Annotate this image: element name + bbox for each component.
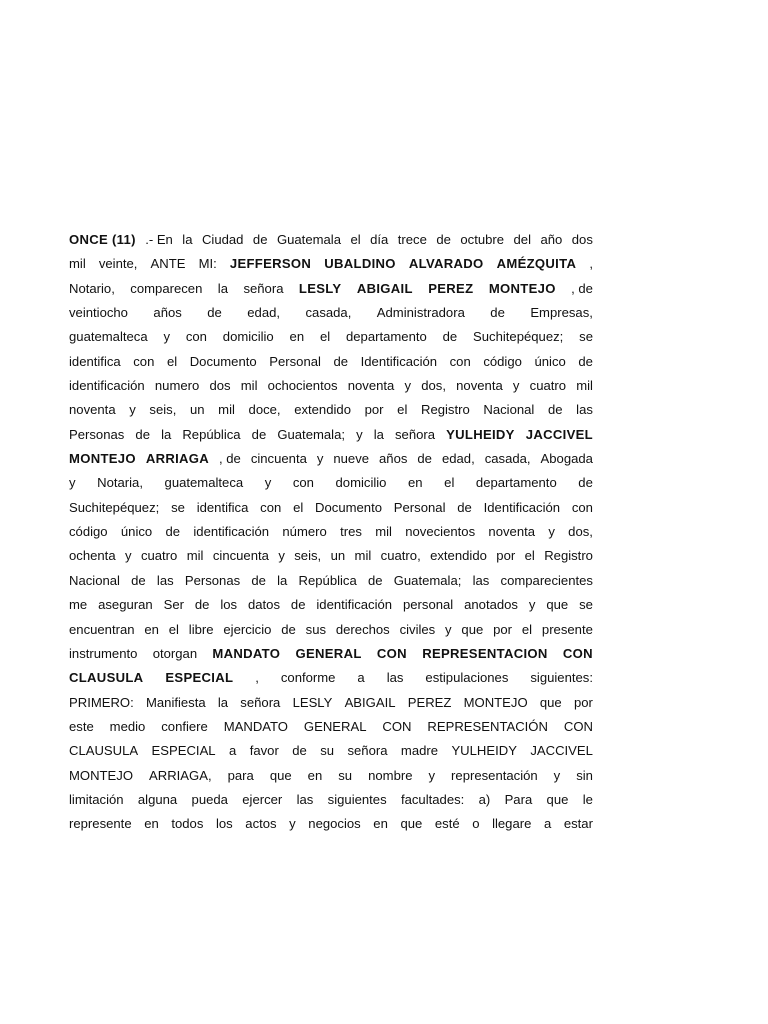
- word: la: [217, 280, 228, 296]
- word: CLAUSULA: [69, 743, 139, 759]
- word: señora: [347, 743, 388, 759]
- word: seis,: [294, 548, 322, 564]
- word: señora: [240, 694, 281, 710]
- word: noventa: [456, 378, 503, 394]
- word: por: [573, 694, 593, 710]
- word: llegare: [492, 816, 532, 832]
- word: cuatro: [140, 548, 178, 564]
- word: identificación: [316, 597, 393, 613]
- word: Guatemala;: [277, 426, 345, 442]
- word: ARRIAGA,: [149, 767, 212, 783]
- word: con: [449, 353, 471, 369]
- word: de: [135, 426, 150, 442]
- word: mil: [354, 548, 372, 564]
- text-line: [69, 398, 593, 422]
- word: a: [543, 816, 552, 832]
- word: que: [269, 767, 292, 783]
- text-line: [69, 715, 593, 739]
- word: con: [185, 329, 207, 345]
- word: instrumento: [69, 645, 138, 661]
- word: datos: [247, 597, 281, 613]
- text-line: [69, 788, 593, 812]
- word: en: [307, 767, 323, 783]
- word: de: [252, 232, 268, 247]
- word: mil: [576, 378, 593, 394]
- text-line: [69, 666, 593, 690]
- word: y: [316, 451, 324, 467]
- text-line: [69, 252, 593, 276]
- bold-word: REPRESENTACION: [422, 645, 548, 661]
- word: y: [163, 329, 170, 345]
- word: aseguran: [98, 597, 153, 613]
- word: señora: [394, 426, 436, 442]
- text-line: [69, 350, 593, 374]
- word: sin: [576, 767, 593, 783]
- word: edad,: [247, 305, 281, 321]
- word: CON: [382, 718, 412, 734]
- text-line: [69, 374, 593, 398]
- word: , de: [219, 451, 241, 467]
- bold-word: GENERAL: [295, 645, 362, 661]
- word: casada,: [305, 305, 352, 321]
- bold-word: JACCIVEL: [525, 426, 593, 442]
- word: el: [168, 621, 179, 637]
- word: mil: [240, 378, 258, 394]
- word: Notario,: [69, 280, 115, 296]
- word: con: [133, 353, 155, 369]
- text-line: [69, 228, 593, 252]
- word: civiles: [399, 621, 436, 637]
- word: único: [120, 524, 153, 540]
- word: y: [278, 548, 285, 564]
- word: Personal: [393, 499, 446, 515]
- word: año: [540, 232, 563, 247]
- word: de: [457, 499, 472, 515]
- word: identificación: [193, 524, 270, 540]
- text-line: [69, 277, 593, 301]
- word: me: [69, 597, 88, 613]
- word: sus: [305, 621, 327, 637]
- word: de: [281, 621, 296, 637]
- word: de: [165, 524, 181, 540]
- word: código: [483, 353, 522, 369]
- word: y: [264, 475, 272, 491]
- word: siguientes:: [530, 670, 593, 686]
- word: ABIGAIL: [344, 694, 396, 710]
- word: cuatro,: [380, 548, 421, 564]
- word: GENERAL: [303, 718, 367, 734]
- word: Empresas,: [530, 305, 593, 321]
- word: Administradora: [376, 305, 465, 321]
- word: JACCIVEL: [530, 743, 593, 759]
- text-line: [69, 569, 593, 593]
- text-line: [69, 593, 593, 617]
- word: MI:: [198, 256, 217, 272]
- word: años: [153, 305, 182, 321]
- word: que: [539, 694, 562, 710]
- word: Ciudad: [201, 232, 244, 247]
- text-line: [69, 739, 593, 763]
- word: ejercer: [242, 791, 283, 807]
- word: Notaria,: [97, 475, 143, 491]
- word: LESLY: [292, 694, 333, 710]
- bold-word: CON: [562, 645, 593, 661]
- word: .- En: [145, 232, 173, 247]
- text-line: [69, 812, 593, 836]
- word: ejercicio: [223, 621, 272, 637]
- text-line: [69, 618, 593, 642]
- text-line: [69, 325, 593, 349]
- word: limitación: [69, 791, 124, 807]
- word: guatemalteca: [69, 329, 148, 345]
- word: madre: [400, 743, 439, 759]
- word: la: [373, 426, 384, 442]
- word: ochenta: [69, 548, 116, 564]
- word: MANDATO: [223, 718, 288, 734]
- bold-word: PEREZ: [428, 280, 474, 296]
- word: MONTEJO: [463, 694, 528, 710]
- word: y: [548, 524, 555, 540]
- word: con: [571, 499, 593, 515]
- word: y: [445, 621, 452, 637]
- word: trece: [397, 232, 427, 247]
- word: Suchitepéquez;: [473, 329, 564, 345]
- word: su: [338, 767, 353, 783]
- word: el: [166, 353, 178, 369]
- word: personal: [402, 597, 454, 613]
- bold-word: ALVARADO: [408, 256, 484, 272]
- word: y: [125, 548, 132, 564]
- word: identifica: [196, 499, 249, 515]
- word: conforme: [280, 670, 336, 686]
- word: MONTEJO: [69, 767, 134, 783]
- word: el: [444, 475, 455, 491]
- word: para: [227, 767, 254, 783]
- bold-word: ESPECIAL: [165, 670, 234, 686]
- word: comparecen: [130, 280, 203, 296]
- word: negocios: [308, 816, 361, 832]
- word: este: [69, 718, 94, 734]
- word: los: [215, 816, 233, 832]
- word: que: [546, 597, 569, 613]
- word: de: [367, 572, 383, 588]
- word: Personal: [269, 353, 321, 369]
- word: la: [161, 426, 172, 442]
- bold-word: CLAUSULA: [69, 670, 144, 686]
- word: Guatemala;: [393, 572, 462, 588]
- word: Registro: [421, 402, 470, 418]
- word: y: [289, 816, 296, 832]
- word: de: [417, 451, 432, 467]
- word: siguientes: [327, 791, 387, 807]
- word: del: [513, 232, 531, 247]
- word: mil: [186, 548, 204, 564]
- word: se: [579, 597, 593, 613]
- bold-word: UBALDINO: [324, 256, 396, 272]
- word: de: [290, 597, 306, 613]
- word: novecientos: [405, 524, 476, 540]
- word: cuatro: [529, 378, 567, 394]
- word: las: [576, 402, 593, 418]
- word: comparecientes: [500, 572, 593, 588]
- word: seis,: [149, 402, 177, 418]
- word: en: [144, 816, 159, 832]
- bold-word: LESLY: [298, 280, 342, 296]
- word: la: [182, 232, 193, 247]
- bold-word: ABIGAIL: [356, 280, 413, 296]
- word: facultades:: [400, 791, 465, 807]
- word: alguna: [137, 791, 178, 807]
- word: CON: [563, 718, 593, 734]
- word: el: [293, 499, 304, 515]
- bold-word: YULHEIDY: [446, 426, 515, 442]
- text-line: [69, 544, 593, 568]
- word: , de: [571, 280, 593, 296]
- bold-word: MONTEJO: [488, 280, 556, 296]
- word: presente: [541, 621, 593, 637]
- word: la: [277, 572, 288, 588]
- word: confiere: [161, 718, 208, 734]
- word: extendido: [294, 402, 351, 418]
- word: Registro: [544, 548, 593, 564]
- word: ANTE: [150, 256, 186, 272]
- text-line: [69, 520, 593, 544]
- word: el: [524, 548, 535, 564]
- bold-word: AMÉZQUITA: [496, 256, 577, 272]
- word: con: [260, 499, 282, 515]
- word: número: [282, 524, 327, 540]
- word: con: [292, 475, 314, 491]
- word: Abogada: [540, 451, 593, 467]
- bold-word: ONCE (11): [69, 232, 136, 247]
- word: noventa: [69, 402, 116, 418]
- word: se: [579, 329, 593, 345]
- word: mil: [69, 256, 86, 272]
- word: a: [357, 670, 365, 686]
- word: y: [404, 378, 412, 394]
- word: Identificación: [360, 353, 438, 369]
- word: de: [292, 743, 307, 759]
- word: señora: [243, 280, 284, 296]
- word: tres: [340, 524, 362, 540]
- word: le: [582, 791, 593, 807]
- word: cincuenta: [212, 548, 269, 564]
- word: a): [478, 791, 491, 807]
- word: mil: [218, 402, 235, 418]
- bold-word: JEFFERSON: [229, 256, 312, 272]
- word: otorgan: [152, 645, 198, 661]
- text-line: [69, 447, 593, 471]
- word: noventa: [488, 524, 536, 540]
- bold-word: MANDATO: [212, 645, 281, 661]
- word: Guatemala: [276, 232, 341, 247]
- word: de: [578, 475, 593, 491]
- word: Personas: [69, 426, 125, 442]
- word: PRIMERO:: [69, 694, 134, 710]
- word: cincuenta: [250, 451, 307, 467]
- word: PEREZ: [407, 694, 452, 710]
- word: a: [229, 743, 237, 759]
- word: REPRESENTACIÓN: [427, 718, 548, 734]
- word: un: [330, 548, 346, 564]
- word: de: [207, 305, 222, 321]
- word: y: [553, 767, 561, 783]
- document-body: [69, 228, 593, 837]
- word: su: [320, 743, 335, 759]
- word: departamento: [345, 329, 427, 345]
- word: departamento: [475, 475, 557, 491]
- word: nueve: [333, 451, 370, 467]
- word: domicilio: [222, 329, 274, 345]
- word: República: [182, 426, 241, 442]
- word: y: [528, 597, 536, 613]
- word: ,: [589, 256, 593, 272]
- word: el: [521, 621, 533, 637]
- word: la: [217, 694, 229, 710]
- word: las: [472, 572, 490, 588]
- word: ochocientos: [267, 378, 338, 394]
- word: en: [289, 329, 305, 345]
- word: numero: [154, 378, 200, 394]
- word: estar: [563, 816, 593, 832]
- word: pueda: [191, 791, 228, 807]
- word: mil: [375, 524, 392, 540]
- bold-word: ARRIAGA: [145, 451, 210, 467]
- word: que: [546, 791, 569, 807]
- word: y: [129, 402, 136, 418]
- word: casada,: [484, 451, 531, 467]
- word: de: [490, 305, 505, 321]
- word: actos: [245, 816, 277, 832]
- word: derechos: [335, 621, 390, 637]
- text-line: [69, 642, 593, 666]
- word: o: [472, 816, 480, 832]
- text-line: [69, 301, 593, 325]
- word: Ser: [163, 597, 184, 613]
- word: y: [428, 767, 436, 783]
- word: nombre: [368, 767, 413, 783]
- word: Manifiesta: [145, 694, 206, 710]
- word: Para: [504, 791, 533, 807]
- word: esté: [434, 816, 460, 832]
- word: día: [370, 232, 389, 247]
- word: y: [69, 475, 76, 491]
- word: las: [386, 670, 404, 686]
- word: Documento: [315, 499, 383, 515]
- text-line: [69, 691, 593, 715]
- word: de: [436, 232, 451, 247]
- word: medio: [109, 718, 146, 734]
- word: identifica: [69, 353, 121, 369]
- word: de: [194, 597, 210, 613]
- word: el: [319, 329, 331, 345]
- text-line: [69, 423, 593, 447]
- word: y: [356, 426, 363, 442]
- word: Documento: [189, 353, 257, 369]
- word: código: [69, 524, 108, 540]
- word: edad,: [441, 451, 475, 467]
- word: guatemalteca: [164, 475, 244, 491]
- word: de: [251, 426, 267, 442]
- word: dos,: [421, 378, 446, 394]
- word: identificación: [69, 378, 145, 394]
- word: en: [408, 475, 423, 491]
- word: representación: [451, 767, 538, 783]
- text-line: [69, 496, 593, 520]
- text-line: [69, 471, 593, 495]
- word: veinte,: [98, 256, 138, 272]
- word: que: [461, 621, 484, 637]
- word: dos,: [568, 524, 593, 540]
- word: YULHEIDY: [451, 743, 517, 759]
- text-line: [69, 764, 593, 788]
- word: noventa: [347, 378, 395, 394]
- word: años: [379, 451, 408, 467]
- word: y: [512, 378, 520, 394]
- word: domicilio: [335, 475, 387, 491]
- word: el: [350, 232, 361, 247]
- word: doce,: [248, 402, 281, 418]
- word: Suchitepéquez;: [69, 499, 160, 515]
- word: las: [296, 791, 314, 807]
- word: un: [189, 402, 205, 418]
- word: ESPECIAL: [151, 743, 216, 759]
- word: de: [442, 329, 458, 345]
- word: por: [364, 402, 384, 418]
- bold-word: CON: [376, 645, 407, 661]
- word: las: [156, 572, 174, 588]
- word: República: [298, 572, 357, 588]
- word: Identificación: [483, 499, 561, 515]
- word: extendido: [430, 548, 487, 564]
- word: que: [400, 816, 423, 832]
- word: Nacional: [69, 572, 120, 588]
- word: Nacional: [483, 402, 535, 418]
- word: dos: [209, 378, 231, 394]
- word: por: [493, 621, 513, 637]
- bold-word: MONTEJO: [69, 451, 136, 467]
- word: libre: [188, 621, 214, 637]
- word: ,: [255, 670, 259, 686]
- word: único: [534, 353, 566, 369]
- word: por: [496, 548, 516, 564]
- word: el: [397, 402, 408, 418]
- word: octubre: [460, 232, 505, 247]
- word: de: [131, 572, 146, 588]
- word: de: [251, 572, 266, 588]
- word: de: [333, 353, 349, 369]
- word: de: [547, 402, 563, 418]
- word: los: [220, 597, 238, 613]
- word: dos: [571, 232, 593, 247]
- word: anotados: [464, 597, 518, 613]
- word: todos: [171, 816, 204, 832]
- word: de: [578, 353, 593, 369]
- word: estipulaciones: [425, 670, 509, 686]
- word: favor: [249, 743, 279, 759]
- word: represente: [69, 816, 132, 832]
- word: en: [373, 816, 388, 832]
- word: en: [144, 621, 159, 637]
- word: veintiocho: [69, 305, 128, 321]
- word: se: [171, 499, 185, 515]
- word: encuentran: [69, 621, 135, 637]
- word: Personas: [184, 572, 241, 588]
